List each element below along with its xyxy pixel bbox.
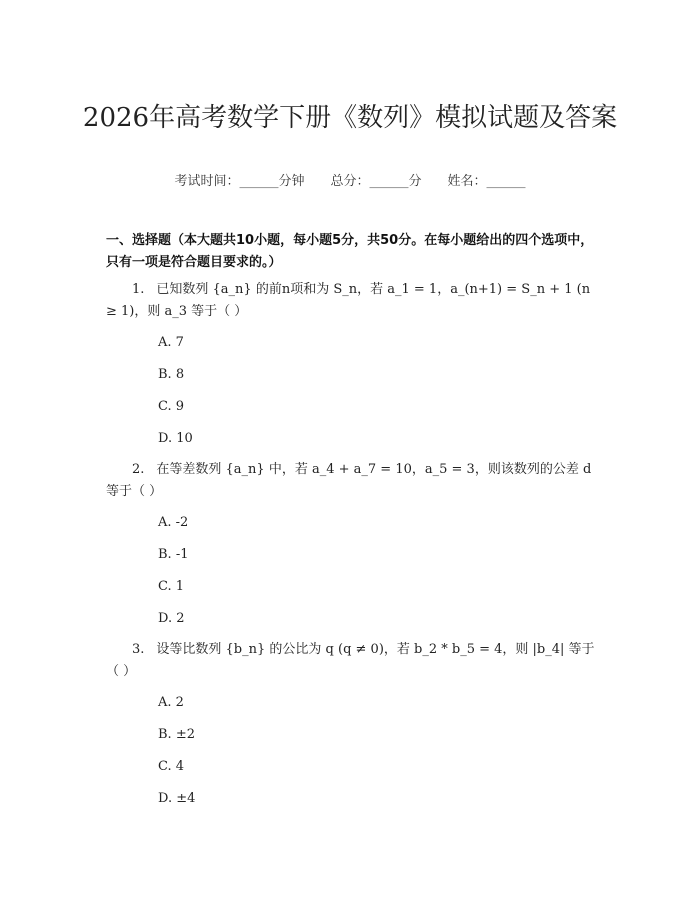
option-d: D. 2 <box>158 611 185 626</box>
question-stem: 在等差数列 {a_n} 中，若 a_4 + a_7 = 10，a_5 = 3，则该数列的公差 d 等于（ ） <box>106 462 592 499</box>
option-b: B. 8 <box>158 367 185 382</box>
question-stem: 已知数列 {a_n} 的前n项和为 S_n，若 a_1 = 1，a_(n+1) = S_n + 1 (n ≥ 1)，则 a_3 等于（ ） <box>106 282 591 319</box>
option-a: A. -2 <box>158 515 189 530</box>
question-1 <box>106 279 598 323</box>
exam-info-line <box>0 170 700 189</box>
option-d: D. ±4 <box>158 791 196 806</box>
question-2 <box>106 459 598 503</box>
option-d: D. 10 <box>158 431 193 446</box>
question-number: 2. <box>132 462 145 477</box>
section-heading: 一、选择题（本大题共10小题，每小题5分，共50分。在每小题给出的四个选项中，只有一项是符合题目要求的。） <box>106 233 594 270</box>
option-c: C. 1 <box>158 579 185 594</box>
question-number: 1. <box>132 282 145 297</box>
option-a: A. 7 <box>158 335 184 350</box>
student-name-label: 姓名：______ <box>447 174 526 189</box>
option-b: B. ±2 <box>158 727 195 742</box>
option-c: C. 4 <box>158 759 185 774</box>
page-title: 2026年高考数学下册《数列》模拟试题及答案 <box>82 103 618 134</box>
question-stem: 设等比数列 {b_n} 的公比为 q (q ≠ 0)，若 b_2 * b_5 = 4，则 |b_4| 等于（ ） <box>106 642 595 679</box>
total-score-label: 总分：______分 <box>330 174 422 189</box>
option-c: C. 9 <box>158 399 185 414</box>
question-number: 3. <box>132 642 145 657</box>
option-a: A. 2 <box>158 695 184 710</box>
option-b: B. -1 <box>158 547 189 562</box>
question-3 <box>106 639 598 683</box>
exam-time-label: 考试时间：______分钟 <box>174 174 305 189</box>
